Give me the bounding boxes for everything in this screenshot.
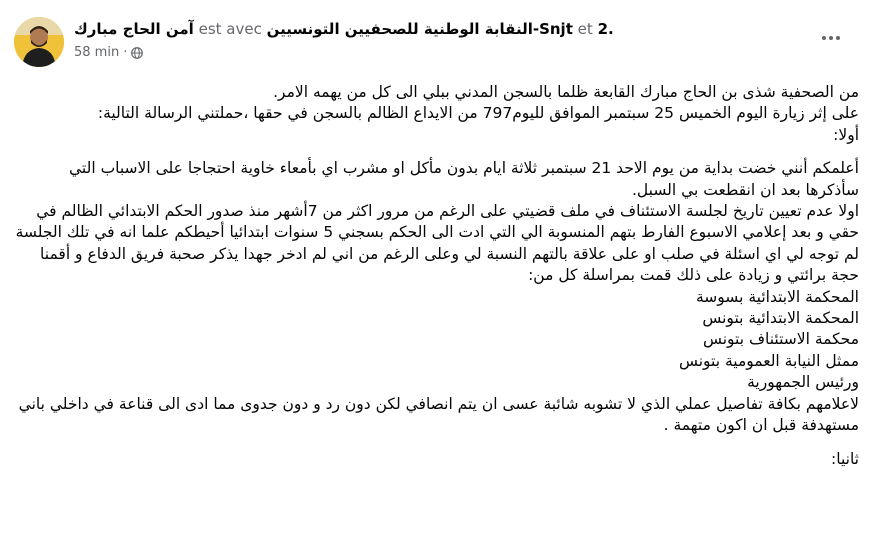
and-text: et [577,20,593,38]
post-header [0,0,871,80]
post-paragraph-4: لاعلامهم بكافة تفاصيل عملي الذي لا تشوبه شائبة عسى ان يتم انصافي لكن دون رد و دون جدوى مما ادى الى قناعة في داخلي باني مستهدفة قبل ان اكون متهمة . [18,394,859,435]
with-text: est avec [198,20,262,38]
author-avatar[interactable] [14,17,64,67]
more-horizontal-icon [836,36,840,40]
author-group-suffix: -Snjt [532,20,573,38]
post-meta [74,44,143,62]
recipient-2: المحكمة الابتدائية بتونس [702,309,859,328]
post-line-second: ثانيا: [831,449,859,468]
others-count-link[interactable] [598,20,614,38]
avatar-photo-icon [14,17,64,67]
post-timestamp[interactable]: 58 min [74,45,120,60]
author-group-name: النقابة الوطنية للصحفيين التونسيين [266,20,533,38]
author-group-link[interactable] [267,20,573,38]
paragraph-gap [14,146,859,158]
post-paragraph-3: اولا عدم تعيين تاريخ لجلسة الاستئناف في ملف قضيتي على الرغم من مرور اكثر من 7أشهر منذ صدور الحكم الابتدائي الظالم في حقي و بعد إعلامي الاسبوع الفارط بتهم المنسوبة الي التي ادت الى الحكم بسجني 5 سنوات ابتدائيا أحيطكم علما انه في تلك الجلسة لم توجه لي اي اسئلة في صلب او على علاقة بالتهم النسبة لي وعلى الرغم من اني لم ادخر جهدا يذكر صحبة فريق الدفاع و أقمنا حجة برائتي و زيادة على ذلك قمت بمراسلة كل من: [15,202,859,285]
paragraph-gap [14,437,859,449]
author-primary-link[interactable]: آمن الحاج مبارك [74,20,194,38]
title-dot: . [608,20,614,38]
meta-separator: · [123,45,128,60]
post-line-2: على إثر زيارة اليوم الخميس 25 سبتمبر الموافق لليوم797 من الايداع الظالم بالسجن في حقها ،حملتني الرسالة التالية: [97,104,859,123]
post-line-1: من الصحفية شذى بن الحاج مبارك القابعة ظلما بالسجن المدني ببلي الى كل من يهمه الامر. [273,83,859,101]
post-paragraph-2: أعلمكم أنني خضت بداية من يوم الاحد 21 سبتمبر ثلاثة ايام بدون مأكل او مشرب اي بأمعاء خاوية احتجاجا على الاسباب التي سأذكرها بعد ان انقطعت بي السبل. [69,159,859,199]
others-count: 2 [597,20,608,38]
more-options-button[interactable] [817,26,845,50]
more-horizontal-icon [829,36,833,40]
recipient-5: ورئيس الجمهورية [747,373,859,392]
recipient-3: محكمة الاستئناف بتونس [702,330,859,349]
globe-icon[interactable] [131,47,143,59]
post-body [14,82,859,470]
post-title [74,18,634,40]
post-line-3: أولا: [833,125,859,144]
more-horizontal-icon [822,36,826,40]
recipient-4: ممثل النيابة العمومية بتونس [678,351,859,370]
recipient-1: المحكمة الابتدائية بسوسة [695,287,859,306]
